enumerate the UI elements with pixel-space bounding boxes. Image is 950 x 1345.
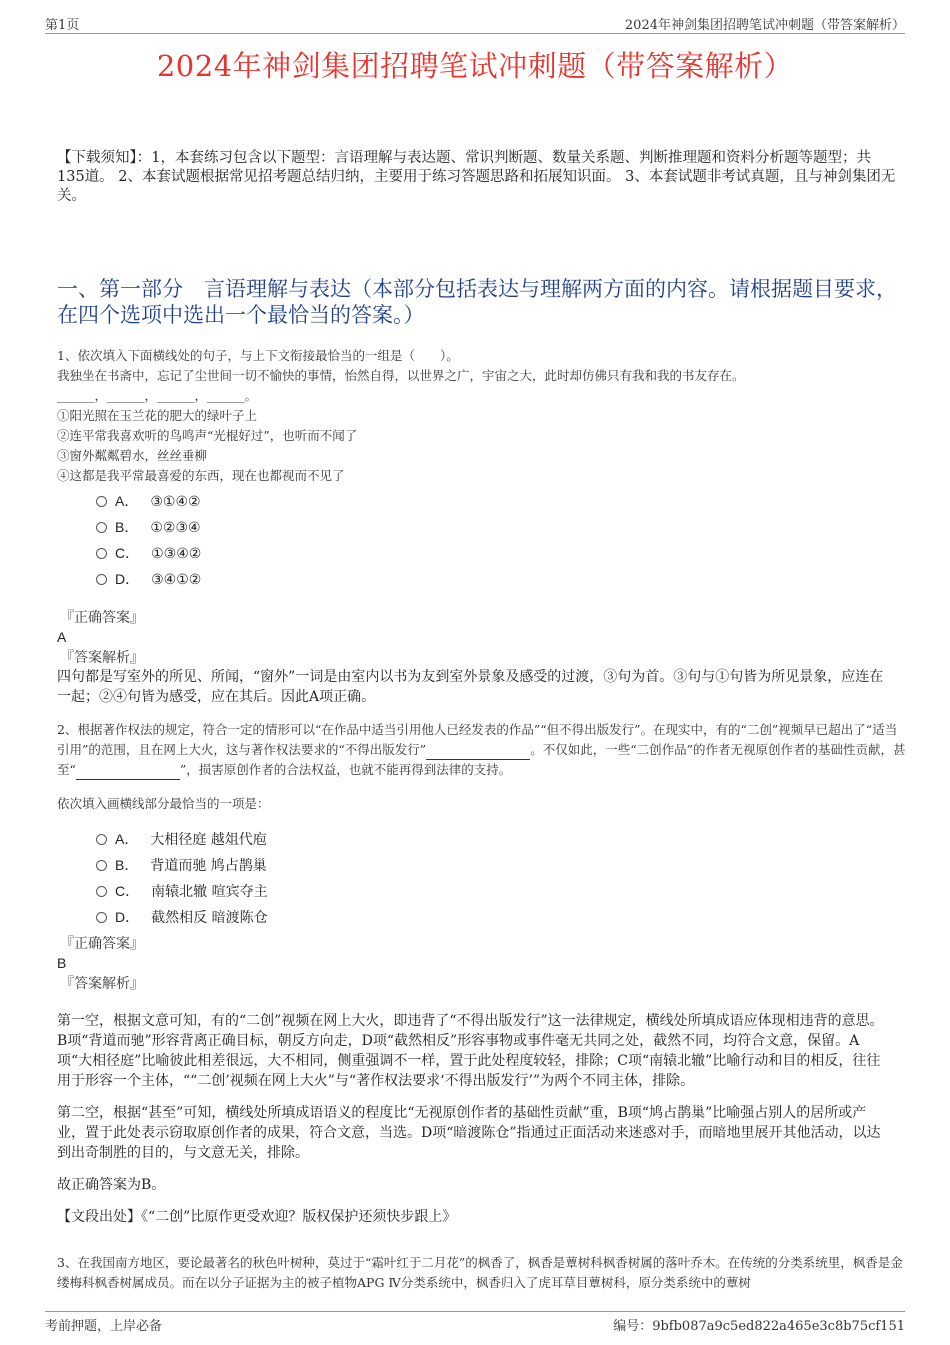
question-2-prompt: 依次填入画横线部分最恰当的一项是： — [57, 796, 270, 811]
footer-doc-id: 编号：9bfb087a9c5ed822a465e3c8b75cf151 — [613, 1319, 905, 1334]
question-3-stem: 3、在我国南方地区，要论最著名的秋色叶树种，莫过于“霜叶红于二月花”的枫香了，枫香是蕈树科枫香树属的落叶乔木。在传统的分类系统里，枫香是金缕梅科枫香树属成员。而在以分子证据为主的被子植物APG Ⅳ分类系统中，枫香归入了虎耳草目蕈树科，原分类系统中的蕈树 — [57, 1255, 903, 1290]
radio-icon[interactable] — [96, 860, 107, 871]
question-1-sentence-1: ①阳光照在玉兰花的肥大的绿叶子上 — [57, 408, 258, 423]
question-1 — [57, 346, 907, 486]
question-1-sentence-4: ④这都是我平常最喜爱的东西，现在也都视而不见了 — [57, 468, 345, 483]
fill-blank-2 — [76, 767, 180, 780]
question-1-options — [96, 488, 201, 592]
radio-icon[interactable] — [96, 522, 107, 533]
option-a[interactable]: A． ③①④② — [96, 488, 201, 514]
analysis-label: 『答案解析』 — [60, 650, 144, 666]
section-heading: 一、第一部分 言语理解与表达（本部分包括表达与理解两方面的内容。请根据题目要求，在四个选项中选出一个最恰当的答案。） — [57, 277, 897, 327]
radio-icon[interactable] — [96, 912, 107, 923]
analysis-paragraph-2: 第二空，根据“甚至”可知，横线处所填成语语义的程度比“无视原创作者的基础性贡献”重，B项“鸠占鹊巢”比喻强占别人的居所或产业，置于此处表示窃取原创作者的成果，符合文意，当选。D项“暗渡陈仓”指通过正面活动来迷惑对手，而暗地里展开其他活动，以达到出奇制胜的目的，与文意无关，排除。 — [57, 1105, 881, 1161]
answer-label: 『正确答案』 — [60, 936, 144, 952]
question-1-blanks: ______，______，______，______。 — [57, 388, 258, 403]
question-3 — [57, 1253, 907, 1293]
option-d[interactable]: D． 截然相反 暗渡陈仓 — [96, 904, 268, 930]
option-c[interactable]: C． ①③④② — [96, 540, 201, 566]
header-divider — [45, 33, 905, 34]
document-title: 2024年神剑集团招聘笔试冲刺题（带答案解析） — [156, 49, 794, 83]
footer-divider — [45, 1311, 905, 1312]
question-1-passage: 我独坐在书斋中，忘记了尘世间一切不愉快的事情，怡然自得，以世界之广，宇宙之大，此时却仿佛只有我和我的书友存在。 — [57, 368, 745, 383]
question-1-sentence-3: ③窗外粼粼碧水，丝丝垂柳 — [57, 448, 208, 463]
option-c[interactable]: C． 南辕北辙 喧宾夺主 — [96, 878, 268, 904]
radio-icon[interactable] — [96, 886, 107, 897]
page-header — [45, 14, 905, 32]
radio-icon[interactable] — [96, 574, 107, 585]
source-note: 【文段出处】《“二创”比原作更受欢迎？版权保护还须快步跟上》 — [57, 1209, 457, 1225]
footer-slogan: 考前押题，上岸必备 — [45, 1319, 163, 1334]
page-footer — [45, 1315, 905, 1334]
answer-label: 『正确答案』 — [60, 610, 144, 626]
question-1-analysis: 四句都是写室外的所见、所闻，“窗外”一词是由室内以书为友到室外景象及感受的过渡，③句为首。③句与①句皆为所见景象，应连在一起；②④句皆为感受，应在其后。因此A项正确。 — [57, 669, 884, 705]
option-b[interactable]: B． ①②③④ — [96, 514, 201, 540]
option-d[interactable]: D． ③④①② — [96, 566, 201, 592]
correct-answer: B — [57, 955, 67, 971]
question-2-analysis — [57, 1011, 892, 1239]
radio-icon[interactable] — [96, 834, 107, 845]
question-1-stem: 1、依次填入下面横线处的句子，与上下文衔接最恰当的一组是（ ）。 — [57, 348, 459, 363]
analysis-paragraph-1: 第一空，根据文意可知，有的“二创”视频在网上大火，即违背了“不得出版发行”这一法律规定，横线处所填成语应体现相违背的意思。B项“背道而驰”形容背离正确目标，朝反方向走，D项“截然相反”形容事物或事件毫无共同之处，截然不同，均符合文意，保留。A项“大相径庭”比喻彼此相差很远，大不相同，侧重强调不一样，置于此处程度较轻，排除；C项“南辕北辙”比喻行动和目的相反，往往用于形容一个主体，““二创’视频在网上大火”与“著作权法要求‘不得出版发行’”为两个不同主体，排除。 — [57, 1013, 884, 1089]
question-2-stem: 2、根据著作权法的规定，符合一定的情形可以“在作品中适当引用他人已经发表的作品”“但不得出版发行”。在现实中，有的“二创”视频早已超出了“适当引用”的范围，且在网上大火，这与著作权法要求的“不得出版发行” 。不仅如此，一些“二创作品”的作者无视原创作者的基础性贡献，甚至“ ”，损害原创作者的合法权益，也就不能再得到法律的支持。 — [57, 720, 907, 780]
header-doc-title: 2024年神剑集团招聘笔试冲刺题（带答案解析） — [624, 18, 905, 33]
analysis-paragraph-3: 故正确答案为B。 — [57, 1177, 166, 1193]
fill-blank-1 — [426, 747, 530, 760]
download-notice: 【下载须知】：1，本套练习包含以下题型：言语理解与表达题、常识判断题、数量关系题、判断推理题和资料分析题等题型；共135道。 2、本套试题根据常见招考题总结归纳，主要用于练习答题思路和拓展知识面。 3、本套试题非考试真题，且与神剑集团无关。 — [57, 150, 896, 204]
radio-icon[interactable] — [96, 548, 107, 559]
page-number: 第1页 — [45, 18, 80, 33]
question-2-options — [96, 826, 268, 930]
radio-icon[interactable] — [96, 496, 107, 507]
question-2 — [57, 720, 907, 780]
option-b[interactable]: B． 背道而驰 鸠占鹊巢 — [96, 852, 268, 878]
question-1-sentence-2: ②连平常我喜欢听的鸟鸣声“光棍好过”，也听而不闻了 — [57, 428, 358, 443]
option-a[interactable]: A． 大相径庭 越俎代庖 — [96, 826, 268, 852]
correct-answer: A — [57, 629, 67, 645]
analysis-label: 『答案解析』 — [60, 976, 144, 992]
